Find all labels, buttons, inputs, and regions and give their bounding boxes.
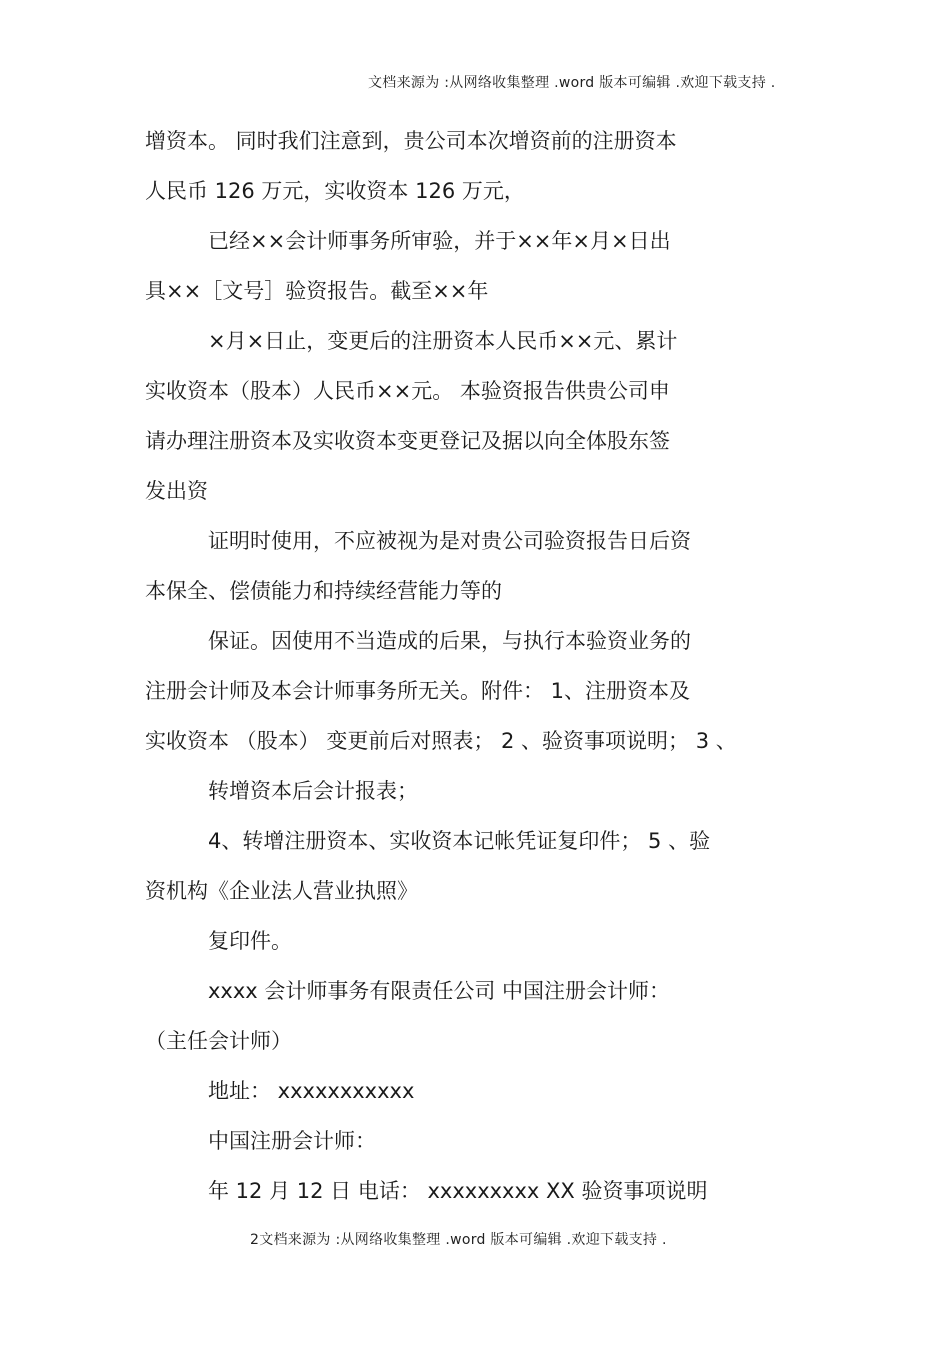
body-line: 人民币 126 万元，实收资本 126 万元， — [145, 179, 525, 203]
body-line: 保证。因使用不当造成的后果，与执行本验资业务的 — [208, 629, 691, 653]
body-line: 实收资本（股本）人民币××元。 本验资报告供贵公司申 — [145, 379, 670, 403]
body-line: xxxx 会计师事务有限责任公司 中国注册会计师： — [208, 979, 671, 1003]
body-line: 实收资本 （股本） 变更前后对照表； 2 、验资事项说明； 3 、 — [145, 729, 737, 753]
body-line: 请办理注册资本及实收资本变更登记及据以向全体股东签 — [145, 429, 670, 453]
body-line: （主任会计师） — [145, 1029, 292, 1053]
body-line: 已经××会计师事务所审验，并于××年×月×日出 — [208, 229, 671, 253]
page-footer: 2文档来源为 :从网络收集整理 .word 版本可编辑 .欢迎下载支持 . — [250, 1232, 667, 1248]
body-line: ×月×日止，变更后的注册资本人民币××元、累计 — [208, 329, 678, 353]
body-line: 具××［文号］验资报告。截至××年 — [145, 279, 489, 303]
body-line: 注册会计师及本会计师事务所无关。附件： 1、注册资本及 — [145, 679, 691, 703]
body-line: 本保全、偿债能力和持续经营能力等的 — [145, 579, 502, 603]
body-line: 地址： xxxxxxxxxxx — [208, 1079, 415, 1103]
body-line: 年 12 月 12 日 电话： xxxxxxxxx XX 验资事项说明 — [208, 1179, 708, 1203]
body-line: 发出资 — [145, 479, 208, 503]
body-line: 中国注册会计师： — [208, 1129, 376, 1153]
body-line: 转增资本后会计报表； — [208, 779, 418, 803]
body-line: 资机构《企业法人营业执照》 — [145, 879, 418, 903]
body-line: 4、转增注册资本、实收资本记帐凭证复印件； 5 、验 — [208, 829, 711, 853]
page-header: 文档来源为 :从网络收集整理 .word 版本可编辑 .欢迎下载支持 . — [368, 75, 776, 91]
body-line: 增资本。 同时我们注意到，贵公司本次增资前的注册资本 — [145, 129, 677, 153]
body-line: 证明时使用，不应被视为是对贵公司验资报告日后资 — [208, 529, 691, 553]
body-line: 复印件。 — [208, 929, 292, 953]
